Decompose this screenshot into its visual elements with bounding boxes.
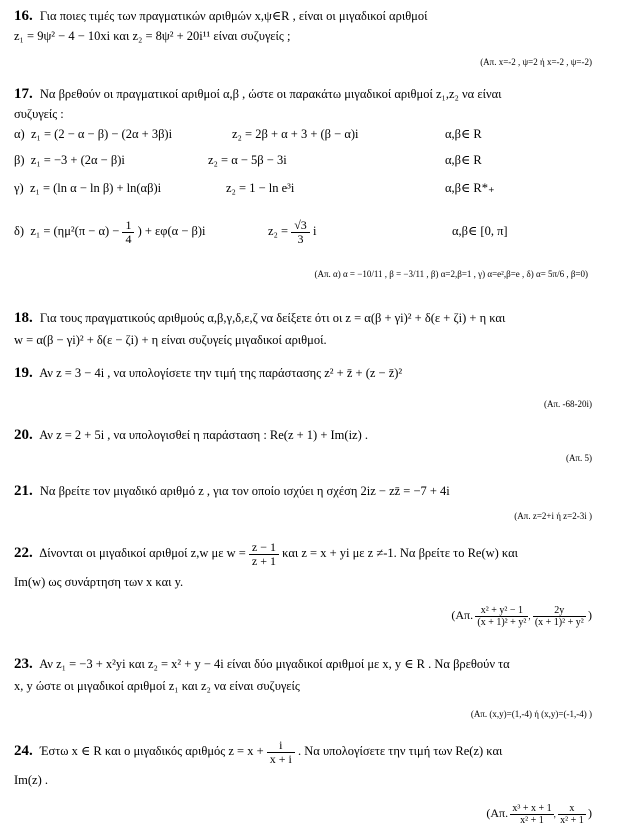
problem-17-part-a [14,126,172,142]
fraction: $\frac{√3}{3}$ [291,219,310,246]
problem-24-line2: Im(z) . [14,773,49,787]
problem-23-line1 [14,656,510,672]
problem-17-line2: συζυγείς : [14,107,64,121]
part-label: δ) [14,224,25,238]
problem-18-line1 [14,310,505,326]
problem-21-line1 [14,483,450,499]
part-z1: z₁ = (2 − α − β) − (2α + 3β)i [30,127,173,141]
problem-21-answer: (Απ. z=2+i ή z=2-3i ) [514,511,592,521]
problem-number: 21. [14,483,33,499]
problem-22-line1: 22. Δίνονται οι μιγαδικοί αριθμοί z,w με w = $\frac{z - 1}{z + 1}$ και z = x + yi με z ≠-1. Να βρείτε το Re(w) και [14,539,519,568]
problem-text: Να βρεθούν οι πραγματικοί αριθμοί α,β , ώστε οι παρακάτω μιγαδικοί αριθμοί z₁,z₂ να είναι [39,87,502,101]
problem-text: Αν z = 2 + 5i , να υπολογισθεί η παράσταση : Re(z + 1) + Im(iz) . [39,428,369,442]
part-z1: z₁ = (ημ²(π − α) − [30,224,120,238]
problem-number: 23. [14,656,33,672]
problem-17-part-a-domain: α,β∈ R [445,127,482,141]
problem-17-part-b-z2: z₂ = α − 5β − 3i [208,153,287,167]
problem-19-line1 [14,365,402,381]
problem-17-part-b [14,152,125,168]
problem-16-answer: (Απ. x=-2 , ψ=2 ή x=-2 , ψ=-2) [480,57,592,67]
fraction: $\frac{z - 1}{z + 1}$ [249,541,279,568]
fraction: $\frac{2y}{\text{(x + 1)² + y²}}$ [534,605,584,629]
problem-number: 20. [14,427,33,443]
problem-text: Για τους πραγματικούς αριθμούς α,β,γ,δ,ε,ζ να δείξετε ότι οι z = α(β + γi)² + δ(ε + ζi) + η και [39,311,506,325]
problem-16-line2: z₁ = 9ψ² − 4 − 10xi και z₂ = 8ψ² + 20i¹¹ είναι συζυγείς ; [14,29,291,43]
problem-20-answer: (Απ. 5) [565,453,592,463]
problem-number: 24. [14,743,33,759]
part-z1: z₁ = (ln α − ln β) + ln(αβ)i [29,181,162,195]
part-label: γ) [14,181,24,195]
problem-text: Αν z₁ = −3 + x²yi και z₂ = x² + y − 4i είναι δύο μιγαδικοί αριθμοί με x, y ∈ R . Να βρεθούν τα [39,657,510,671]
problem-17-part-d-z2: z₂ = $\frac{√3}{3}$ i [268,217,317,246]
problem-17-part-c-domain: α,β∈ R*₊ [445,181,495,195]
problem-17-part-d-domain: α,β∈ [0, π] [452,224,508,238]
problem-22-answer: (Απ. $\frac{\text{x² + y² − 1}}{\text{(x + 1)² + y²}}$ , $\frac{2y}{\text{(x + 1)² + y²}}$ ) [451,605,592,629]
problem-17-part-d: δ) z₁ = (ημ²(π − α) − $\frac{1}{4}$ ) + εφ(α − β)i [14,217,206,246]
problem-18-line2: w = α(β − γi)² + δ(ε − ζi) + η είναι συζυγείς μιγαδικοί αριθμοί. [14,333,327,347]
problem-17-answer: (Απ. α) α = −10/11 , β = −3/11 , β) α=2,β=1 , γ) α=e²,β=e , δ) α= 5π/6 , β=0) [314,269,588,279]
problem-text: Αν z = 3 − 4i , να υπολογίσετε την τιμή της παράστασης z² + z̄ + (z − z̄)² [39,366,403,380]
problem-number: 18. [14,310,33,326]
problem-23-answer: (Απ. (x,y)=(1,-4) ή (x,y)=(-1,-4) ) [470,709,592,719]
problem-22-line2: Im(w) ως συνάρτηση των x και y. [14,575,184,589]
problem-20-line1 [14,427,368,443]
problem-24-answer: (Απ. $\frac{\text{x³ + x + 1}}{\text{x² + 1}}$ , $\frac{x}{\text{x² + 1}}$ ) [486,803,592,827]
fraction: $\frac{1}{4}$ [122,219,134,246]
part-label: β) [14,153,25,167]
problem-23-line2: x, y ώστε οι μιγαδικοί αριθμοί z₁ και z₂ να είναι συζυγείς [14,679,300,693]
problem-number: 16. [14,8,33,24]
problem-number: 22. [14,545,33,561]
part-label: α) [14,127,25,141]
problem-text: Για ποιες τιμές των πραγματικών αριθμών x,ψ∈R , είναι οι μιγαδικοί αριθμοί [39,9,428,23]
fraction: $\frac{x}{\text{x² + 1}}$ [560,803,584,827]
fraction: $\frac{\text{x³ + x + 1}}{\text{x² + 1}}$ [512,803,552,827]
problem-17-part-c [14,180,161,196]
fraction: $\frac{i}{x + i}$ [267,739,295,766]
problem-16-line1 [14,8,428,24]
problem-text: Να βρείτε τον μιγαδικό αριθμό z , για τον οποίο ισχύει η σχέση 2iz − zz̄ = −7 + 4i [39,484,450,498]
part-z1: z₁ = −3 + (2α − β)i [30,153,125,167]
problem-19-answer: (Απ. -68-20i) [543,399,592,409]
problem-17-part-c-z2: z₂ = 1 − ln e³i [226,181,295,195]
problem-17-part-a-z2: z₂ = 2β + α + 3 + (β − α)i [232,127,359,141]
fraction: $\frac{\text{x² + y² − 1}}{\text{(x + 1)² + y²}}$ [477,605,527,629]
problem-17-line1 [14,86,502,102]
problem-24-line1: 24. Έστω x ∈ R και ο μιγαδικός αριθμός z = x + $\frac{i}{x + i}$ . Να υπολογίσετε την τιμή των Re(z) και [14,737,503,766]
problem-number: 19. [14,365,33,381]
problem-number: 17. [14,86,33,102]
problem-17-part-b-domain: α,β∈ R [445,153,482,167]
